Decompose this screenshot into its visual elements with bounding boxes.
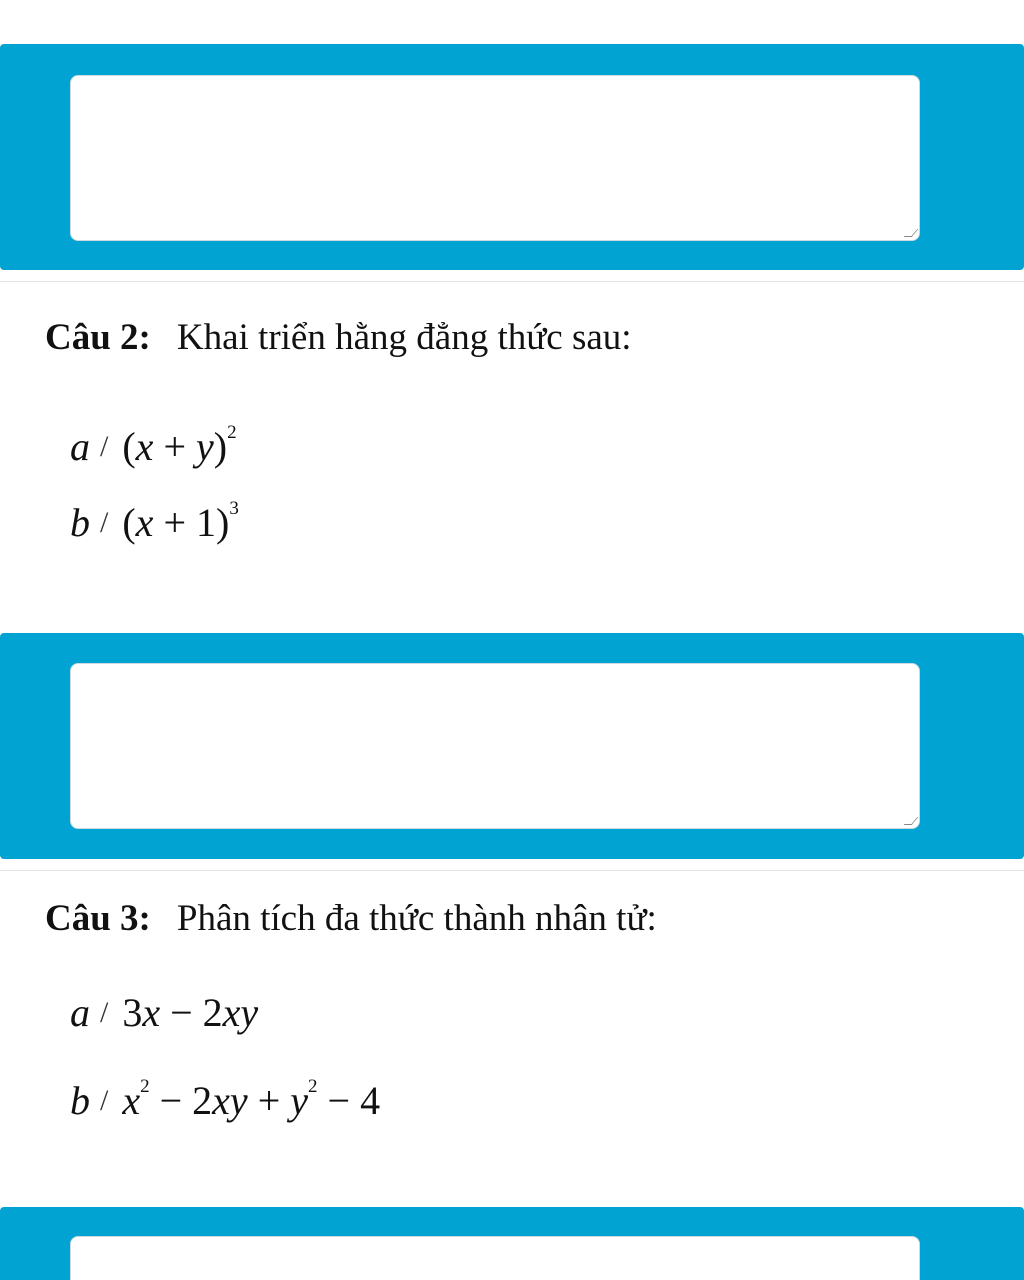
exponent: 2 bbox=[227, 422, 237, 443]
question-3-label: Câu 3: bbox=[45, 898, 151, 939]
constant: 4 bbox=[360, 1078, 381, 1123]
var: x bbox=[135, 500, 154, 545]
item-separator: / bbox=[100, 430, 109, 463]
coefficient: 3 bbox=[122, 990, 143, 1035]
operator: − bbox=[327, 1078, 351, 1123]
item-letter: a bbox=[70, 424, 90, 469]
exponent: 3 bbox=[229, 498, 239, 519]
question-3-title bbox=[45, 899, 657, 939]
var: x bbox=[122, 1078, 141, 1123]
expression-2a bbox=[70, 411, 237, 469]
exponent: 2 bbox=[140, 1076, 150, 1097]
var: x bbox=[135, 424, 154, 469]
item-letter: a bbox=[70, 990, 90, 1035]
question-2-text: Khai triển hằng đẳng thức sau: bbox=[176, 317, 632, 358]
item-letter: b bbox=[70, 1078, 90, 1123]
coefficient: 2 bbox=[202, 990, 223, 1035]
paren-open: ( bbox=[122, 424, 136, 469]
answer-input-2[interactable] bbox=[70, 663, 920, 829]
var: xy bbox=[222, 990, 259, 1035]
resize-grip-icon[interactable] bbox=[904, 229, 919, 237]
question-3-text: Phân tích đa thức thành nhân tử: bbox=[176, 898, 657, 939]
item-separator: / bbox=[100, 996, 109, 1029]
question-card-2 bbox=[0, 281, 1024, 634]
paren-close: ) bbox=[216, 500, 230, 545]
item-separator: / bbox=[100, 1084, 109, 1117]
question-2-title bbox=[45, 318, 632, 358]
operator: − bbox=[170, 990, 193, 1035]
item-separator: / bbox=[100, 506, 109, 539]
question-card-3 bbox=[0, 870, 1024, 1207]
operator: + bbox=[163, 424, 186, 469]
var: x bbox=[142, 990, 161, 1035]
operator: − bbox=[159, 1078, 183, 1123]
var: xy bbox=[212, 1078, 248, 1123]
answer-input-1[interactable] bbox=[70, 75, 920, 241]
var: y bbox=[290, 1078, 309, 1123]
operator: + bbox=[257, 1078, 281, 1123]
answer-panel-2 bbox=[0, 633, 1024, 859]
answer-panel-1 bbox=[0, 44, 1024, 270]
question-2-label: Câu 2: bbox=[45, 317, 151, 358]
answer-panel-3 bbox=[0, 1207, 1024, 1280]
paren-open: ( bbox=[122, 500, 136, 545]
resize-grip-icon[interactable] bbox=[904, 817, 919, 825]
coefficient: 2 bbox=[192, 1078, 213, 1123]
operator: + bbox=[163, 500, 186, 545]
paren-close: ) bbox=[213, 424, 228, 469]
exponent: 2 bbox=[308, 1076, 318, 1097]
expression-3a bbox=[70, 991, 258, 1035]
var: y bbox=[196, 424, 214, 469]
expression-3b bbox=[70, 1065, 380, 1123]
constant: 1 bbox=[196, 500, 216, 545]
answer-input-3[interactable] bbox=[70, 1236, 920, 1280]
expression-2b bbox=[70, 487, 239, 545]
item-letter: b bbox=[70, 500, 90, 545]
